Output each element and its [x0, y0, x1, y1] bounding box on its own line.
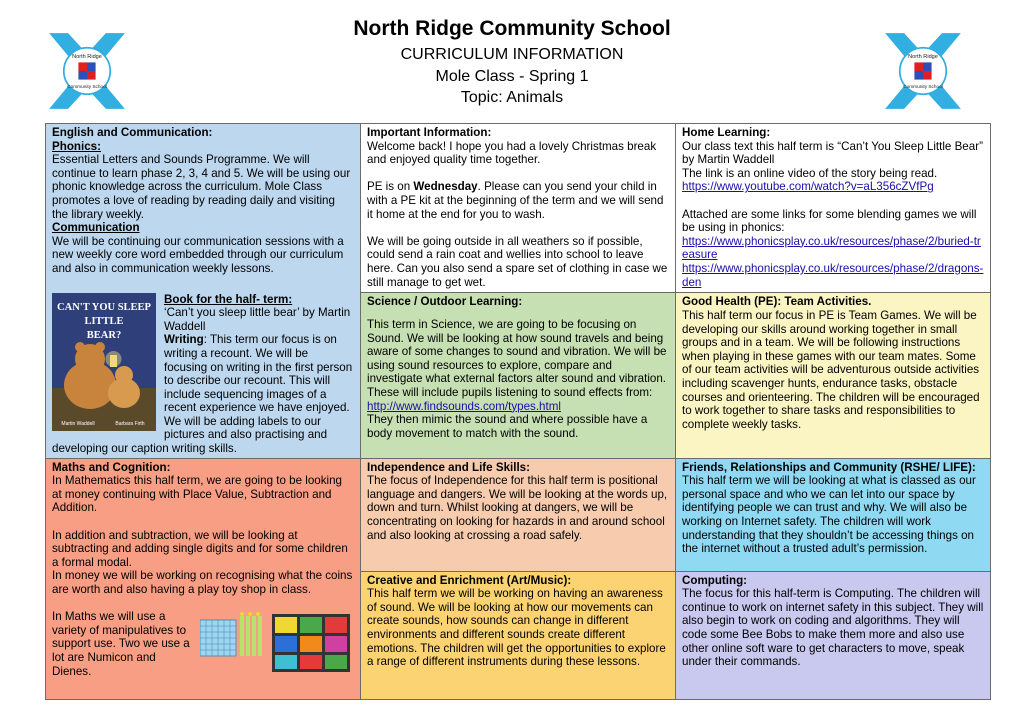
communication-text: We will be continuing our communication sessions with a new weekly core word embedded through our curriculum and also in communication weekly lessons. — [52, 234, 344, 275]
svg-text:North Ridge: North Ridge — [72, 54, 102, 61]
svg-text:Barbara Firth: Barbara Firth — [115, 420, 145, 427]
svg-text:North Ridge: North Ridge — [908, 54, 938, 61]
home-title: Home Learning: — [682, 126, 771, 139]
science-p2: They then mimic the sound and where possible have a body movement to match with the sound. — [367, 413, 648, 440]
maths-p2: In addition and subtraction, we will be looking at subtracting and adding single digits and for some children a formal modal. — [52, 528, 348, 569]
writing-text: Writing: This term our focus is on writing a recount. We will be focusing on writing in the first person to describe our recount. This will include sequencing images of a recent experience we have enjoyed. We will be adding labels to our pictures and also practising and developing our caption writing skills. — [52, 333, 353, 456]
computing-section — [676, 571, 991, 699]
home-p3: Attached are some links for some blending games we will be using in phonics: — [682, 207, 977, 235]
phonics-heading: Phonics: — [52, 139, 101, 153]
maths-section — [46, 458, 361, 699]
svg-text:BEAR?: BEAR? — [86, 329, 122, 341]
phonics-text: Essential Letters and Sounds Programme. We will continue to learn phase 2, 3, 4 and 5. We will be using our phonic knowledge across the curriculum. Mole Class promotes a love of reading by reading daily and visiting the library weekly. — [52, 153, 351, 221]
story-video-link[interactable]: https://www.youtube.com/watch?v=aL356cZVfPg — [682, 180, 934, 194]
svg-text:LITTLE: LITTLE — [84, 315, 124, 327]
header-line-3: Topic: Animals — [460, 89, 564, 106]
maths-p1: In Mathematics this half term, we are going to be looking at money continuing with Place Value, Subtraction and Addition. — [52, 474, 342, 515]
book-heading: Book for the half- term: — [164, 292, 293, 306]
creative-title: Creative and Enrichment (Art/Music): — [367, 573, 572, 587]
important-p1: Welcome back! I hope you had a lovely Christmas break and enjoyed quality time together. — [367, 139, 657, 167]
good-health-section — [676, 293, 991, 458]
book-cover-image — [52, 293, 156, 431]
computing-title: Computing: — [682, 573, 748, 587]
science-section — [361, 293, 676, 458]
important-p3: We will be going outside in all weathers so if possible, could send a rain coat and wellies into school to leave here. Can you also send a spare set of clothing in case we still manage to get wet. — [367, 234, 668, 289]
friends-p1: This half term we will be looking at what is classed as our personal space and who we can let into our space by identifying people we can trust and why. We will also be working on Internet safety. The children will work understanding that they shouldn’t be accessing things on the internet without a trusted adult’s permission. — [682, 474, 976, 556]
pe-day: Wednesday — [413, 180, 478, 194]
computing-p1: The focus for this half-term is Computing. The children will continue to work on internet safety in this subject. They will also begin to work on coding and algorithms. They will code some Bee Bobs to make them more and also use other online soft ware to get characters to move, speak under their commands. — [682, 587, 984, 669]
maths-p4: In Maths we will use a variety of manipulatives to support use. Two we use a lot are Numicon and Dienes. — [52, 610, 190, 678]
important-section — [361, 124, 676, 293]
health-p1: This half term our focus in PE is Team Games. We will be developing our skills around working together in small groups and in a team. We will be following instructions when playing in these games with our team mates. Some of our team activities will be adventurous outside activities including scavenger hunts, endurance tasks, obstacle courses and orienteering. The children will be encouraged to work together to share tasks and responsibilities to complete weekly tasks. — [682, 309, 980, 431]
independence-title: Independence and Life Skills: — [367, 460, 530, 474]
communication-heading: Communication — [52, 221, 140, 235]
findsounds-link[interactable]: http://www.findsounds.com/types.html — [367, 399, 561, 413]
independence-section — [361, 458, 676, 571]
creative-section — [361, 571, 676, 699]
writing-label: Writing — [164, 333, 204, 347]
science-title: Science / Outdoor Learning: — [367, 295, 523, 309]
friends-title: Friends, Relationships and Community (RSHE/ LIFE): — [682, 460, 976, 474]
school-logo — [880, 28, 966, 114]
svg-text:Community School: Community School — [903, 85, 943, 91]
phonics-link-dragons-den[interactable]: https://www.phonicsplay.co.uk/resources/phase/2/dragons-den — [682, 261, 984, 289]
friends-section — [676, 458, 991, 571]
manipulatives-image — [200, 612, 350, 672]
home-p2: The link is an online video of the story being read. — [682, 166, 938, 180]
home-p1: Our class text this half term is “Can’t You Sleep Little Bear” by Martin Waddell — [682, 139, 983, 167]
maths-p3: In money we will be working on recognising what the coins are worth and also having a play toy shop in class. — [52, 569, 353, 596]
header-line-1: CURRICULUM INFORMATION — [400, 46, 624, 63]
creative-p1: This half term we will be working on having an awareness of sound. We will be looking at how our movements can create sounds, how sounds can change in different environments and different sounds create different emotions. The children will get the opportunities to explore a range of different instruments during these lessons. — [367, 587, 666, 669]
science-p1: This term in Science, we are going to be focusing on Sound. We will be looking at how sound travels and being aware of some changes to sound and vibration. We will be using sound resources to explore, compare and investigate what external factors alter sound and vibration. These will include pupils listening to sound effects from: — [367, 318, 667, 399]
independence-p1: The focus of Independence for this half term is positional language and dangers. We will be looking at the words up, down and turn. Whilst looking at dangers, we will be concentrating on looking for hazards in and around school and also looking at crossing a road safely. — [367, 474, 668, 542]
svg-text:Community School: Community School — [67, 85, 107, 91]
book-section — [52, 293, 354, 456]
english-title: English and Communication: — [52, 126, 213, 139]
book-title: ‘Can’t you sleep little bear’ by Martin Waddell — [164, 306, 351, 333]
phonics-link-buried-treasure[interactable]: https://www.phonicsplay.co.uk/resources/phase/2/buried-treasure — [682, 234, 981, 262]
school-logo — [44, 28, 130, 114]
english-section — [46, 124, 361, 459]
health-title: Good Health (PE): Team Activities. — [682, 295, 872, 309]
important-p2: PE is on Wednesday. Please can you send your child in with a PE kit at the beginning of the term and we will send it home at the end for you to wash. — [367, 180, 664, 221]
important-title: Important Information: — [367, 126, 492, 139]
school-name: North Ridge Community School — [353, 17, 671, 40]
svg-text:Martin Waddell: Martin Waddell — [61, 420, 95, 427]
curriculum-grid — [45, 123, 991, 700]
svg-text:CAN'T YOU SLEEP: CAN'T YOU SLEEP — [57, 301, 151, 313]
home-learning-section — [676, 124, 991, 293]
maths-title: Maths and Cognition: — [52, 460, 171, 474]
document-header — [200, 14, 824, 109]
header-line-2: Mole Class - Spring 1 — [435, 67, 589, 85]
